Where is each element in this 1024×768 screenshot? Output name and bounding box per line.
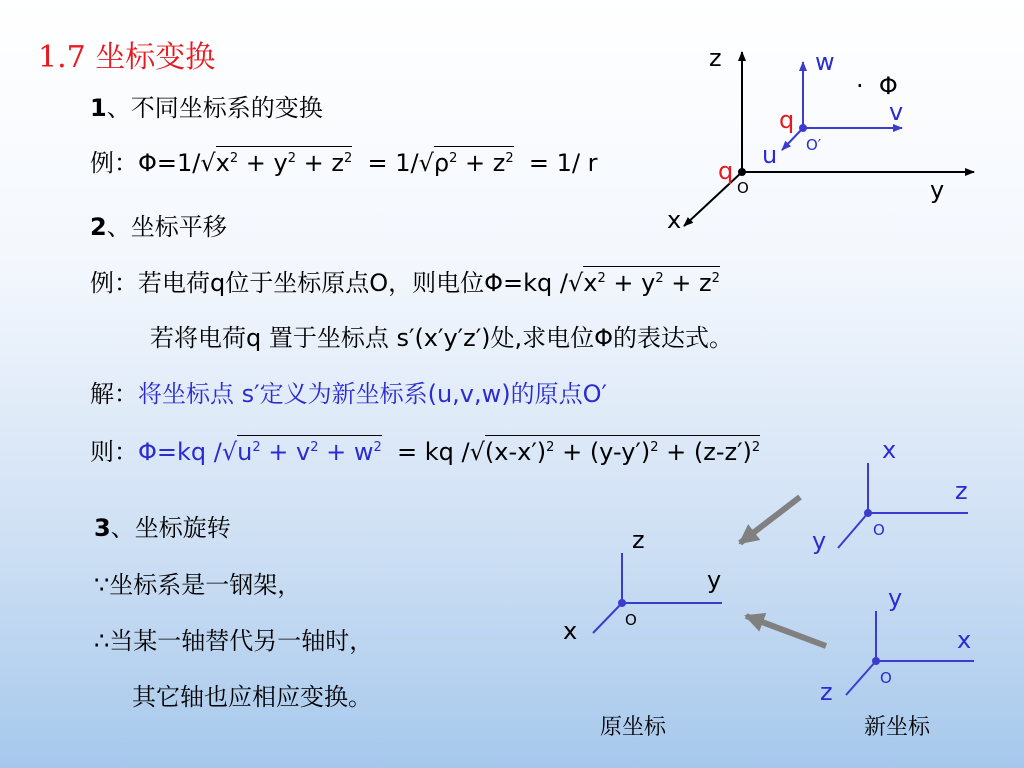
solution-label: 解： bbox=[90, 380, 138, 408]
term: x bbox=[583, 269, 598, 297]
exp: 2 bbox=[655, 271, 664, 286]
new2-z-axis bbox=[846, 661, 876, 695]
term: x bbox=[215, 149, 230, 177]
term: + y bbox=[238, 149, 288, 177]
ex-end: = 1/ r bbox=[513, 149, 598, 177]
then-blue-prefix: Φ=kq /√ bbox=[138, 438, 238, 466]
u-label: u bbox=[762, 141, 778, 169]
section3-heading-text: 、坐标旋转 bbox=[110, 514, 231, 542]
exp: 2 bbox=[597, 271, 606, 286]
exp: 2 bbox=[711, 271, 720, 286]
new2-axes bbox=[846, 611, 974, 695]
o-prime-dot bbox=[799, 124, 807, 132]
solution-text: 将坐标点 s′定义为新坐标系(u,v,w)的原点O′ bbox=[138, 380, 607, 408]
orig-origin-dot bbox=[618, 599, 626, 607]
term: + y bbox=[605, 269, 656, 297]
v-label: v bbox=[889, 98, 904, 126]
top-y-label: y bbox=[930, 176, 945, 204]
new2-o-label: O bbox=[880, 669, 892, 687]
new2-origin-dot bbox=[872, 657, 880, 665]
charge-q-origin: q bbox=[718, 157, 734, 185]
exp: 2 bbox=[546, 440, 555, 455]
term: + z bbox=[663, 269, 712, 297]
caption-new: 新坐标 bbox=[864, 715, 931, 740]
exp: 2 bbox=[287, 151, 296, 166]
section3-line2: ∴当某一轴替代另一轴时， bbox=[94, 627, 374, 655]
then-label: 则： bbox=[90, 438, 138, 466]
term: + z bbox=[296, 149, 344, 177]
term: + (z-z′) bbox=[658, 438, 752, 466]
term: ρ bbox=[433, 149, 450, 177]
exp: 2 bbox=[229, 151, 239, 166]
w-label: w bbox=[815, 48, 835, 76]
term: (x-x′) bbox=[484, 438, 547, 466]
new1-o-label: O bbox=[873, 521, 885, 539]
section3-number: 3 bbox=[94, 514, 111, 542]
top-x-axis bbox=[684, 172, 742, 226]
line1-prefix: 例：若电荷q位于坐标原点O，则电位Φ=kq /√ bbox=[90, 269, 584, 297]
rotation-arrow-2 bbox=[746, 616, 826, 646]
rotation-arrow-1 bbox=[740, 497, 800, 543]
term: + v bbox=[260, 438, 311, 466]
term: + z bbox=[457, 149, 506, 177]
section2-line2: 若将电荷q 置于坐标点 s′(x′y′z′)处,求电位Φ的表达式。 bbox=[150, 324, 734, 352]
section1-heading-text: 、不同坐标系的变换 bbox=[106, 94, 323, 122]
new1-z-label: z bbox=[955, 477, 968, 505]
term: + w bbox=[318, 438, 374, 466]
term: + (y-y′) bbox=[554, 438, 651, 466]
new2-z-label: z bbox=[820, 678, 833, 706]
ex-mid: = 1/√ bbox=[352, 149, 434, 177]
slide-title: 1.7 坐标变换 bbox=[38, 40, 216, 75]
term: u bbox=[237, 438, 253, 466]
new1-x-label: x bbox=[882, 436, 897, 464]
top-o-label: O bbox=[737, 179, 749, 197]
orig-x-label: x bbox=[563, 617, 578, 645]
ex-prefix: 例：Φ=1/√ bbox=[90, 149, 216, 177]
new1-axes bbox=[838, 463, 968, 548]
new1-origin-dot bbox=[864, 509, 872, 517]
exp: 2 bbox=[310, 440, 319, 455]
exp: 2 bbox=[343, 151, 353, 166]
new2-x-label: x bbox=[957, 626, 972, 654]
orig-y-label: y bbox=[707, 566, 722, 594]
o-prime-label: O′ bbox=[806, 136, 822, 154]
section2-number: 2 bbox=[90, 213, 107, 241]
exp: 2 bbox=[751, 440, 761, 455]
orig-o-label: O bbox=[625, 611, 637, 629]
charge-q-new: q bbox=[779, 106, 795, 134]
orig-x-axis bbox=[593, 603, 622, 633]
exp: 2 bbox=[505, 151, 514, 166]
exp: 2 bbox=[650, 440, 659, 455]
new1-y-label: y bbox=[812, 527, 827, 555]
top-origin-dot bbox=[738, 168, 746, 176]
new1-y-axis bbox=[838, 513, 868, 548]
orig-axes bbox=[593, 553, 722, 633]
top-x-label: x bbox=[667, 206, 682, 234]
new2-y-label: y bbox=[888, 584, 903, 612]
top-z-label: z bbox=[709, 44, 722, 72]
orig-z-label: z bbox=[632, 526, 645, 554]
caption-original: 原坐标 bbox=[600, 715, 667, 740]
exp: 2 bbox=[373, 440, 382, 455]
then-mid: = kq /√ bbox=[381, 438, 485, 466]
exp: 2 bbox=[252, 440, 261, 455]
phi-point-label: · Φ bbox=[856, 72, 898, 100]
exp: 2 bbox=[449, 151, 458, 166]
section1-number: 1 bbox=[90, 94, 107, 122]
section3-line3: 其它轴也应相应变换。 bbox=[132, 683, 372, 711]
section3-line1: ∵坐标系是一钢架， bbox=[94, 571, 302, 599]
section2-heading-text: 、坐标平移 bbox=[106, 213, 227, 241]
